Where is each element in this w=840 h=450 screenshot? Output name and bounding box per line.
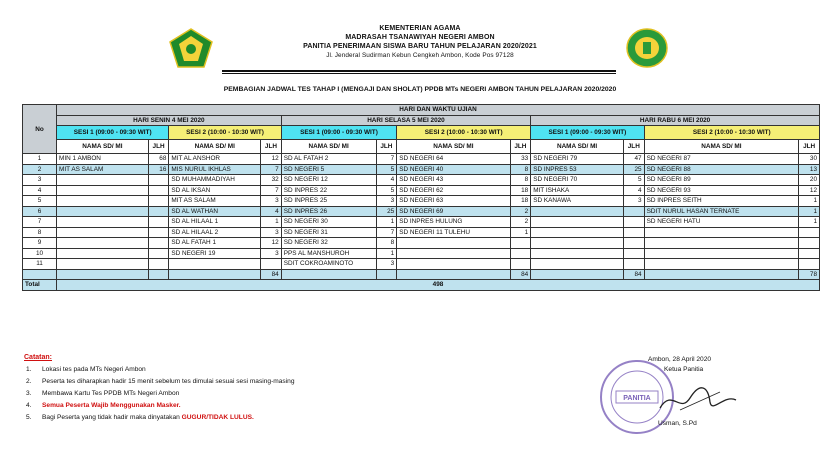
- school-name: MIT ISHAKA: [531, 185, 624, 196]
- participant-count: 8: [510, 175, 531, 186]
- participant-count: [148, 185, 169, 196]
- row-number: 4: [23, 185, 57, 196]
- table-row: [23, 154, 820, 165]
- school-name: [531, 259, 624, 270]
- row-number: 9: [23, 238, 57, 249]
- participant-count: 2: [510, 206, 531, 217]
- school-name: SDIT COKROAMINOTO: [281, 259, 376, 270]
- session1-header: SESI 1 (09:00 - 09:30 WIT): [531, 126, 644, 140]
- school-name: PPS AL MANSHUROH: [281, 248, 376, 259]
- participant-count: 12: [261, 154, 282, 165]
- note-text: Lokasi tes pada MTs Negeri Ambon: [42, 366, 146, 373]
- school-name: [57, 206, 149, 217]
- table-row: [23, 227, 820, 238]
- participant-count: 18: [510, 196, 531, 207]
- school-name: [57, 227, 149, 238]
- school-name: [644, 248, 799, 259]
- school-name: SD NEGERI 5: [281, 164, 376, 175]
- participant-count: 16: [148, 164, 169, 175]
- handwritten-signature-icon: [650, 380, 750, 420]
- school-name: SD INPRES 22: [281, 185, 376, 196]
- participant-count: 18: [510, 185, 531, 196]
- row-number: 5: [23, 196, 57, 207]
- row-number: 1: [23, 154, 57, 165]
- participant-count: 1: [510, 227, 531, 238]
- school-name: SD NEGERI 19: [169, 248, 261, 259]
- document-title: PEMBAGIAN JADWAL TES TAHAP I (MENGAJI DAN SHOLAT) PPDB MTs NEGERI AMBON TAHUN PELAJARAN 2020/2020: [223, 86, 617, 93]
- school-name: SD NEGERI 70: [531, 175, 624, 186]
- school-name: [57, 238, 149, 249]
- school-name: SD NEGERI 11 TULEHU: [397, 227, 510, 238]
- col-name-header: NAMA SD/ MI: [644, 140, 799, 154]
- col-jlh-header: JLH: [623, 140, 644, 154]
- participant-count: 3: [376, 196, 397, 207]
- note-text: Membawa Kartu Tes PPDB MTs Negeri Ambon: [42, 390, 180, 397]
- school-name: [397, 248, 510, 259]
- col-jlh-header: JLH: [148, 140, 169, 154]
- notes-section: [24, 354, 544, 424]
- sign-name: Usman, S.Pd: [658, 420, 697, 427]
- note-text: Semua Peserta Wajib Menggunakan Masker.: [42, 402, 181, 409]
- total-row: [23, 280, 820, 291]
- subtotal-value: 78: [799, 269, 820, 280]
- school-name: SD NEGERI HATU: [644, 217, 799, 228]
- school-name: SD AL HILAAL 1: [169, 217, 261, 228]
- participant-count: [148, 248, 169, 259]
- participant-count: 3: [623, 196, 644, 207]
- sign-role: Ketua Panitia: [664, 366, 704, 373]
- participant-count: [623, 238, 644, 249]
- note-number: 1.: [26, 366, 32, 373]
- note-item: [24, 400, 544, 412]
- school-name: [531, 206, 624, 217]
- participant-count: 20: [799, 175, 820, 186]
- participant-count: [148, 259, 169, 270]
- letterhead: [0, 0, 840, 72]
- session1-header: SESI 1 (09:00 - 09:30 WIT): [57, 126, 169, 140]
- participant-count: 68: [148, 154, 169, 165]
- col-jlh-header: JLH: [376, 140, 397, 154]
- empty-cell: [169, 269, 261, 280]
- col-name-header: NAMA SD/ MI: [397, 140, 510, 154]
- row-number: 8: [23, 227, 57, 238]
- signature-block: [596, 356, 766, 446]
- school-name: SD NEGERI 89: [644, 175, 799, 186]
- session1-header: SESI 1 (09:00 - 09:30 WIT): [281, 126, 396, 140]
- participant-count: 3: [376, 259, 397, 270]
- school-name: SD NEGERI 69: [397, 206, 510, 217]
- participant-count: [148, 175, 169, 186]
- note-number: 4.: [26, 402, 32, 409]
- participant-count: [799, 238, 820, 249]
- empty-cell: [397, 269, 510, 280]
- participant-count: [148, 206, 169, 217]
- letterhead-rule: [222, 70, 616, 74]
- school-name: [57, 175, 149, 186]
- participant-count: [623, 248, 644, 259]
- participant-count: 1: [376, 248, 397, 259]
- school-name: [57, 196, 149, 207]
- participant-count: 1: [376, 217, 397, 228]
- empty-cell: [23, 269, 57, 280]
- school-name: [397, 238, 510, 249]
- school-name: [57, 185, 149, 196]
- note-item: [24, 376, 544, 388]
- school-name: SD NEGERI 30: [281, 217, 376, 228]
- school-name: MIT AS SALAM: [57, 164, 149, 175]
- participant-count: [799, 248, 820, 259]
- school-name: SD INPRES SEITH: [644, 196, 799, 207]
- school-name: [169, 259, 261, 270]
- table-row: [23, 164, 820, 175]
- school-name: [644, 259, 799, 270]
- school-name: SD NEGERI 79: [531, 154, 624, 165]
- top-header: HARI DAN WAKTU UJIAN: [57, 105, 820, 116]
- participant-count: [148, 227, 169, 238]
- school-name: SD NEGERI 63: [397, 196, 510, 207]
- empty-cell: [531, 269, 624, 280]
- school-name: SD AL FATAH 1: [169, 238, 261, 249]
- school-name: SD NEGERI 31: [281, 227, 376, 238]
- notes-title: Catatan:: [24, 354, 53, 361]
- col-jlh-header: JLH: [510, 140, 531, 154]
- school-name: [57, 217, 149, 228]
- school-name: SD KANAWA: [531, 196, 624, 207]
- participant-count: [623, 217, 644, 228]
- school-name: SD AL HILAAL 2: [169, 227, 261, 238]
- table-row: [23, 185, 820, 196]
- participant-count: 1: [799, 196, 820, 207]
- session2-header: SESI 2 (10:00 - 10:30 WIT): [644, 126, 819, 140]
- school-name: [644, 227, 799, 238]
- subtotal-value: 84: [261, 269, 282, 280]
- school-name: [531, 217, 624, 228]
- participant-count: 3: [261, 227, 282, 238]
- participant-count: 5: [623, 175, 644, 186]
- school-name: SD INPRES HULUNG: [397, 217, 510, 228]
- participant-count: [623, 259, 644, 270]
- col-name-header: NAMA SD/ MI: [531, 140, 624, 154]
- empty-cell: [376, 269, 397, 280]
- school-name: SD NEGERI 32: [281, 238, 376, 249]
- participant-count: 1: [261, 217, 282, 228]
- participant-count: 1: [799, 217, 820, 228]
- participant-count: [623, 206, 644, 217]
- participant-count: [148, 196, 169, 207]
- col-jlh-header: JLH: [799, 140, 820, 154]
- col-name-header: NAMA SD/ MI: [169, 140, 261, 154]
- participant-count: 12: [799, 185, 820, 196]
- note-text: Bagi Peserta yang tidak hadir maka dinyatakan: [42, 414, 182, 421]
- table-row: [23, 196, 820, 207]
- school-name: SD NEGERI 64: [397, 154, 510, 165]
- school-name: SD AL WATHAN: [169, 206, 261, 217]
- participant-count: 4: [261, 206, 282, 217]
- school-name: SD AL FATAH 2: [281, 154, 376, 165]
- school-name: SD AL IKSAN: [169, 185, 261, 196]
- school-name: MIN 1 AMBON: [57, 154, 149, 165]
- day-header-tuesday: HARI SELASA 5 MEI 2020: [281, 115, 530, 126]
- day-header-wednesday: HARI RABU 6 MEI 2020: [531, 115, 820, 126]
- school-name: SD NEGERI 93: [644, 185, 799, 196]
- session2-header: SESI 2 (10:00 - 10:30 WIT): [169, 126, 281, 140]
- participant-count: 47: [623, 154, 644, 165]
- note-item: [24, 364, 544, 376]
- participant-count: 2: [510, 217, 531, 228]
- participant-count: [510, 238, 531, 249]
- school-name: SD NEGERI 43: [397, 175, 510, 186]
- participant-count: 13: [799, 164, 820, 175]
- day-header-monday: HARI SENIN 4 MEI 2020: [57, 115, 282, 126]
- school-name: [644, 238, 799, 249]
- session2-header: SESI 2 (10:00 - 10:30 WIT): [397, 126, 531, 140]
- school-name: [397, 259, 510, 270]
- school-name: SD NEGERI 12: [281, 175, 376, 186]
- empty-cell: [148, 269, 169, 280]
- school-name: SD NEGERI 62: [397, 185, 510, 196]
- note-number: 5.: [26, 414, 32, 421]
- participant-count: 3: [261, 196, 282, 207]
- row-number: 11: [23, 259, 57, 270]
- total-label: Total: [23, 280, 57, 291]
- school-name: MIT AS SALAM: [169, 196, 261, 207]
- subtotal-row: [23, 269, 820, 280]
- empty-cell: [644, 269, 799, 280]
- participant-count: [510, 259, 531, 270]
- ministry-name: KEMENTERIAN AGAMA: [379, 25, 461, 32]
- empty-cell: [57, 269, 149, 280]
- school-name: SD MUHAMMADIYAH: [169, 175, 261, 186]
- participant-count: 7: [261, 185, 282, 196]
- school-name: SD INPRES 53: [531, 164, 624, 175]
- school-name: SD NEGERI 87: [644, 154, 799, 165]
- participant-count: 32: [261, 175, 282, 186]
- note-number: 2.: [26, 378, 32, 385]
- note-text: Peserta tes diharapkan hadir 15 menit sebelum tes dimulai sesuai sesi masing-masing: [42, 378, 295, 385]
- participant-count: 33: [510, 154, 531, 165]
- participant-count: [148, 238, 169, 249]
- committee-name: PANITIA PENERIMAAN SISWA BARU TAHUN PELAJARAN 2020/2021: [303, 43, 537, 50]
- col-name-header: NAMA SD/ MI: [281, 140, 376, 154]
- participant-count: 3: [261, 248, 282, 259]
- school-name: SD NEGERI 40: [397, 164, 510, 175]
- svg-text:PANITIA: PANITIA: [623, 395, 651, 402]
- note-item: [24, 412, 544, 424]
- school-name: [531, 227, 624, 238]
- school-name: [57, 248, 149, 259]
- note-item: [24, 388, 544, 400]
- participant-count: 12: [261, 238, 282, 249]
- school-address: Jl. Jenderal Sudirman Kebun Cengkeh Ambon, Kode Pos 97128: [326, 52, 514, 59]
- row-number: 7: [23, 217, 57, 228]
- table-row: [23, 206, 820, 217]
- participant-count: [148, 217, 169, 228]
- participant-count: 7: [261, 164, 282, 175]
- school-name: SDIT NURUL HASAN TERNATE: [644, 206, 799, 217]
- row-number: 2: [23, 164, 57, 175]
- participant-count: [799, 227, 820, 238]
- participant-count: [510, 248, 531, 259]
- participant-count: 4: [376, 175, 397, 186]
- school-name: SD INPRES 25: [281, 196, 376, 207]
- subtotal-value: 84: [510, 269, 531, 280]
- sign-place-date: Ambon, 28 April 2020: [648, 356, 712, 363]
- table-row: [23, 248, 820, 259]
- subtotal-value: 84: [623, 269, 644, 280]
- row-number: 6: [23, 206, 57, 217]
- school-name: MIT AL ANSHOR: [169, 154, 261, 165]
- notes-list: [24, 364, 544, 424]
- participant-count: [799, 259, 820, 270]
- participant-count: 8: [510, 164, 531, 175]
- participant-count: 7: [376, 227, 397, 238]
- empty-cell: [281, 269, 376, 280]
- school-name: MADRASAH TSANAWIYAH NEGERI AMBON: [345, 34, 495, 41]
- schedule-table: [22, 104, 820, 291]
- participant-count: 5: [376, 185, 397, 196]
- participant-count: 30: [799, 154, 820, 165]
- participant-count: 25: [623, 164, 644, 175]
- participant-count: [261, 259, 282, 270]
- col-no-header: No: [23, 105, 57, 154]
- table-row: [23, 175, 820, 186]
- school-name: [531, 248, 624, 259]
- school-name: [57, 259, 149, 270]
- grand-total-value: 498: [57, 280, 820, 291]
- participant-count: 1: [799, 206, 820, 217]
- table-row: [23, 217, 820, 228]
- col-name-header: NAMA SD/ MI: [57, 140, 149, 154]
- note-number: 3.: [26, 390, 32, 397]
- participant-count: 8: [376, 238, 397, 249]
- school-name: SD NEGERI 88: [644, 164, 799, 175]
- participant-count: 7: [376, 154, 397, 165]
- col-jlh-header: JLH: [261, 140, 282, 154]
- school-name: MIS NURUL IKHLAS: [169, 164, 261, 175]
- note-emphasis: GUGUR/TIDAK LULUS.: [181, 414, 254, 421]
- table-row: [23, 238, 820, 249]
- participant-count: 25: [376, 206, 397, 217]
- table-row: [23, 259, 820, 270]
- participant-count: 5: [376, 164, 397, 175]
- row-number: 10: [23, 248, 57, 259]
- participant-count: [623, 227, 644, 238]
- participant-count: 4: [623, 185, 644, 196]
- school-name: [531, 238, 624, 249]
- school-name: SD INPRES 26: [281, 206, 376, 217]
- row-number: 3: [23, 175, 57, 186]
